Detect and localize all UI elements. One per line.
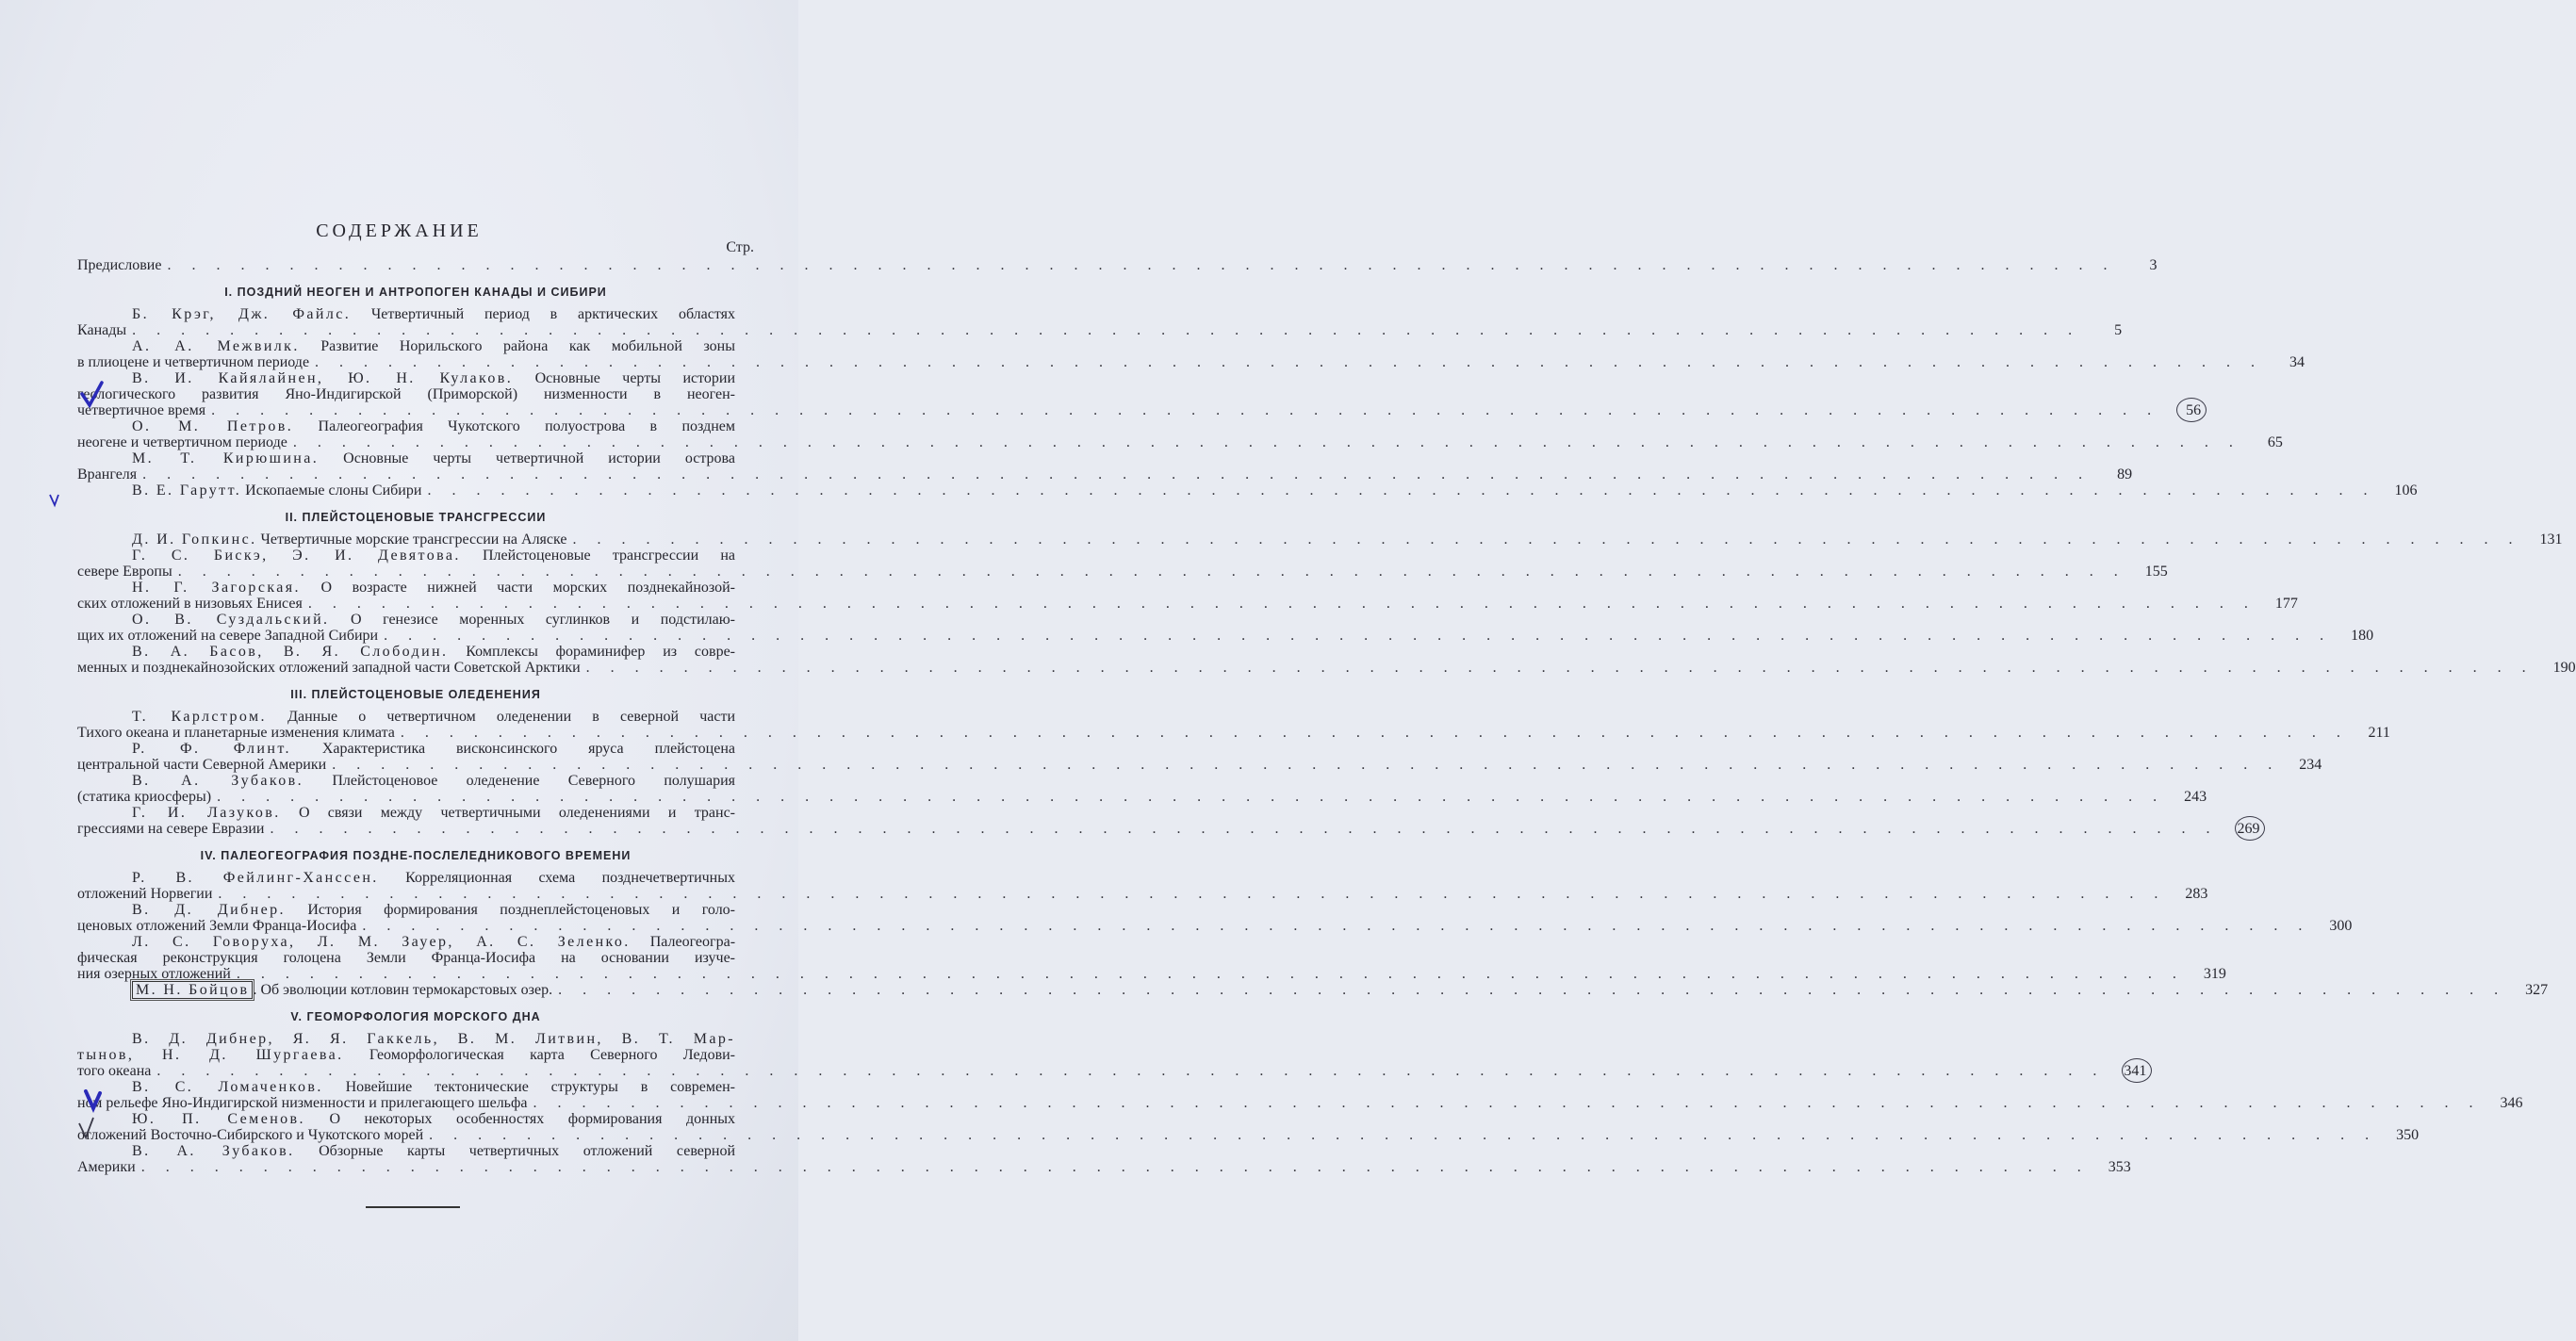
toc-line-last <box>77 1095 2523 1111</box>
entry-text <box>77 1095 527 1111</box>
toc-line <box>77 1079 754 1095</box>
leader-dots: . . . . . . . . . . . . . . . . . . . . . . . . . . . . . . . . . . . . . . . . . . . . . . . . . . . . . . . . . . . . . . . . . . . . . . . . . . . . . . . . <box>142 466 2092 482</box>
entry-title-line: грессиями на севере Евразии <box>77 821 265 837</box>
toc-line-last <box>77 660 2576 676</box>
leader-dots: . . . . . . . . . . . . . . . . . . . . . . . . . . . . . . . . . . . . . . . . . . . . . . . . . . . . . . . . . . . . . . . . . . . . . . . . . . . . . . . . <box>140 1159 2090 1175</box>
entry-author: В. Д. Дибнер. <box>132 902 286 918</box>
entry-text <box>77 1159 136 1175</box>
entry-author: Г. С. Бискэ, Э. И. Девятова. <box>132 548 461 564</box>
entry-author: тынов, Н. Д. Шургаева. <box>77 1047 344 1063</box>
toc-line <box>77 580 754 596</box>
section-heading: IV. ПАЛЕОГЕОГРАФИЯ ПОЗДНЕ-ПОСЛЕЛЕДНИКОВОГО ВРЕМЕНИ <box>200 849 632 862</box>
toc-line-last <box>77 596 2298 612</box>
page-number[interactable]: 327 <box>2525 982 2549 998</box>
page-number[interactable]: 211 <box>2368 725 2390 741</box>
toc-line-last <box>77 821 2260 837</box>
entry-title-line: Основные черты четвертичной истории острова <box>343 450 735 466</box>
toc-entry[interactable] <box>77 482 2418 499</box>
end-rule <box>366 1206 460 1208</box>
toc-line <box>77 1111 754 1127</box>
entry-author: Ю. П. Семенов. <box>132 1111 305 1127</box>
toc-line-last <box>77 1063 2147 1079</box>
entry-title-line: Ископаемые слоны Сибири <box>245 482 422 499</box>
toc-entry[interactable] <box>77 418 2283 450</box>
leader-dots: . . . . . . . . . . . . . . . . . . . . . . . . . . . . . . . . . . . . . . . . . . . . . . . . . . . . . . . . . . . . . . . . . . . . . . . . . . . . . . . . <box>156 1063 2106 1079</box>
entry-title-line: ния озерных отложений <box>77 966 231 982</box>
entry-title-line: ценовых отложений Земли Франца-Иосифа <box>77 918 357 934</box>
toc-entry-preface[interactable] <box>77 257 2158 273</box>
toc-entry[interactable] <box>77 338 2305 370</box>
toc-line-last <box>77 886 2208 902</box>
page-number[interactable]: 131 <box>2539 531 2563 548</box>
page-number[interactable]: 155 <box>2144 564 2168 580</box>
leader-dots: . . . . . . . . . . . . . . . . . . . . . . . . . . . . . . . . . . . . . . . . . . . . . . . . . . . . . . . . . . . . . . . . . . . . . . . . . . . . . . . . <box>217 789 2166 805</box>
section-heading: V. ГЕОМОРФОЛОГИЯ МОРСКОГО ДНА <box>290 1010 541 1023</box>
entry-title-line: Развитие Норильского района как мобильной зоны <box>320 338 735 354</box>
leader-dots: . . . . . . . . . . . . . . . . . . . . . . . . . . . . . . . . . . . . . . . . . . . . . . . . . . . . . . . . . . . . . . . . . . . . . . . . . . . . . . . . <box>315 354 2264 370</box>
entry-title-line: О генезисе моренных суглинков и подстилаю- <box>351 612 735 628</box>
entry-text <box>77 821 264 837</box>
entry-author: В. Е. Гарутт. <box>132 482 242 499</box>
page-number[interactable]: 5 <box>2114 322 2123 338</box>
entry-text <box>77 789 211 805</box>
leader-dots: . . . . . . . . . . . . . . . . . . . . . . . . . . . . . . . . . . . . . . . . . . . . . . . . . . . . . . . . . . . . . . . . . . . . . . . . . . . . . . . . <box>236 966 2185 982</box>
entry-title-line: центральной части Северной Америки <box>77 757 327 773</box>
leader-dots: . . . . . . . . . . . . . . . . . . . . . . . . . . . . . . . . . . . . . . . . . . . . . . . . . . . . . . . . . . . . . . . . . . . . . . . . . . . . . . . . <box>585 660 2535 676</box>
toc-entry[interactable] <box>77 709 2390 741</box>
entry-author: Л. С. Говоруха, Л. М. Зауер, А. С. Зеленко. <box>132 934 631 950</box>
page-number[interactable]: 300 <box>2329 918 2353 934</box>
table-of-contents <box>77 273 2576 1175</box>
entry-text <box>77 1063 151 1079</box>
leader-dots: . . . . . . . . . . . . . . . . . . . . . . . . . . . . . . . . . . . . . . . . . . . . . . . . . . . . . . . . . . . . . . . . . . . . . . . . . . . . . . . . <box>533 1095 2482 1111</box>
toc-entry[interactable] <box>77 580 2298 612</box>
page-number[interactable]: 283 <box>2185 886 2208 902</box>
toc-line-last <box>77 531 2563 548</box>
entry-title-line: О возрасте нижней части морских позднекайнозой- <box>320 580 736 596</box>
toc-line-last <box>77 482 2418 499</box>
leader-dots: . . . . . . . . . . . . . . . . . . . . . . . . . . . . . . . . . . . . . . . . . . . . . . . . . . . . . . . . . . . . . . . . . . . . . . . . . . . . . . . . <box>132 322 2081 338</box>
leader-dots: . . . . . . . . . . . . . . . . . . . . . . . . . . . . . . . . . . . . . . . . . . . . . . . . . . . . . . . . . . . . . . . . . . . . . . . . . . . . . . . . <box>427 482 2376 499</box>
page-number[interactable]: 353 <box>2108 1159 2131 1175</box>
entry-title-line: Четвертичные морские трансгрессии на Аляске <box>260 531 567 548</box>
entry-title-line: . Об эволюции котловин термокарстовых озер. <box>253 982 553 998</box>
entry-title-line: Характеристика висконсинского яруса плейстоцена <box>321 741 735 757</box>
section-heading: I. ПОЗДНИЙ НЕОГЕН И АНТРОПОГЕН КАНАДЫ И СИБИРИ <box>224 286 607 299</box>
entry-author: Н. Г. Загорская. <box>132 580 301 596</box>
entry-text <box>77 1127 423 1143</box>
page-number[interactable]: 269 <box>2218 821 2259 837</box>
toc-line <box>77 709 754 725</box>
entry-title-line: О связи между четвертичными оледенениями и транс- <box>298 805 736 821</box>
entry-title-line: Канады <box>77 322 127 338</box>
toc-line-last <box>77 434 2283 450</box>
entry-text <box>77 322 126 338</box>
toc-line <box>77 418 754 434</box>
entry-title-line: Палеогеография Чукотского полуострова в позднем <box>318 418 736 434</box>
toc-entry[interactable] <box>77 982 2549 998</box>
entry-text <box>77 354 309 370</box>
entry-title-line: Плейстоценовое оледенение Северного полушария <box>332 773 736 789</box>
toc-line-last <box>77 564 2168 580</box>
toc-line <box>77 306 754 322</box>
toc-line <box>77 450 754 466</box>
toc-entry[interactable] <box>77 1079 2523 1111</box>
page-number[interactable]: 3 <box>2149 257 2158 273</box>
entry-author: Т. Карлстром. <box>132 709 267 725</box>
entry-author: А. А. Межвилк. <box>132 338 300 354</box>
entry-title-line: севере Европы <box>77 564 172 580</box>
entry-title-line: щих их отложений на севере Западной Сибири <box>77 628 379 644</box>
entry-title-line: Тихого океана и планетарные изменения климата <box>77 725 395 741</box>
entry-author: В. А. Басов, В. Я. Слободин. <box>132 644 449 660</box>
toc-line-last <box>77 1127 2420 1143</box>
entry-text <box>132 531 567 548</box>
page-title: СОДЕРЖАНИЕ <box>316 221 483 241</box>
toc-line <box>77 370 754 386</box>
toc-line <box>77 950 754 966</box>
page-number[interactable]: 56 <box>2159 402 2201 418</box>
leader-dots: . . . . . . . . . . . . . . . . . . . . . . . . . . . . . . . . . . . . . . . . . . . . . . . . . . . . . . . . . . . . . . . . . . . . . . . . . . . . . . . . <box>218 886 2167 902</box>
entry-author: В. А. Зубаков. <box>132 1143 295 1159</box>
entry-title-line: геологического развития Яно-Индигирской (Приморской) низменности в неоген- <box>77 386 735 402</box>
entry-author: Б. Крэг, Дж. Файлс. <box>132 306 352 322</box>
entry-title-line: Обзорные карты четвертичных отложений северной <box>319 1143 736 1159</box>
toc-line-last <box>77 757 2322 773</box>
toc-entry[interactable] <box>77 548 2168 580</box>
toc-entry[interactable] <box>77 773 2207 805</box>
page-number[interactable]: 190 <box>2552 660 2576 676</box>
entry-author: Д. И. Гопкинс. <box>132 531 257 548</box>
page-number[interactable]: 65 <box>2267 434 2283 450</box>
toc-line <box>77 805 754 821</box>
entry-text <box>132 482 421 499</box>
entry-author: В. Д. Дибнер, Я. Я. Гаккель, В. М. Литвин, В. Т. Мар- <box>132 1031 735 1047</box>
toc-entry[interactable] <box>77 644 2576 676</box>
entry-title-line: Комплексы фораминифер из совре- <box>466 644 735 660</box>
toc-line <box>77 1143 754 1159</box>
entry-text <box>77 402 205 418</box>
entry-title-line: Четвертичный период в арктических областях <box>370 306 736 322</box>
toc-line-last <box>77 918 2353 934</box>
leader-dots: . . . . . . . . . . . . . . . . . . . . . . . . . . . . . . . . . . . . . . . . . . . . . . . . . . . . . . . . . . . . . . . . . . . . . . . . . . . . . . . . <box>384 628 2333 644</box>
leader-dots: . . . . . . . . . . . . . . . . . . . . . . . . . . . . . . . . . . . . . . . . . . . . . . . . . . . . . . . . . . . . . . . . . . . . . . . . . . . . . . . . <box>270 821 2219 837</box>
entry-text <box>132 982 552 998</box>
entry-author: М. Н. Бойцов <box>132 981 253 999</box>
toc-entry[interactable] <box>77 370 2202 418</box>
toc-entry[interactable] <box>77 805 2260 837</box>
toc-line-last <box>77 789 2207 805</box>
entry-author: О. В. Суздальский. <box>132 612 330 628</box>
toc-line <box>77 934 754 950</box>
leader-dots: . . . . . . . . . . . . . . . . . . . . . . . . . . . . . . . . . . . . . . . . . . . . . . . . . . . . . . . . . . . . . . . . . . . . . . . . . . . . . . . . <box>167 257 2116 273</box>
section-heading: III. ПЛЕЙСТОЦЕНОВЫЕ ОЛЕДЕНЕНИЯ <box>290 688 541 701</box>
entry-author: М. Т. Кирюшина. <box>132 450 320 466</box>
toc-line <box>77 741 754 757</box>
toc-line <box>77 1047 754 1063</box>
entry-title-line: менных и позднекайнозойских отложений западной части Советской Арктики <box>77 660 581 676</box>
entry-title-line: неогене и четвертичном периоде <box>77 434 287 450</box>
page-number[interactable]: 341 <box>2105 1063 2146 1079</box>
toc-entry[interactable] <box>77 612 2374 644</box>
toc-entry[interactable] <box>77 450 2133 482</box>
toc-line-last <box>77 322 2123 338</box>
toc-line <box>77 548 754 564</box>
entry-author: Р. Ф. Флинт. <box>132 741 291 757</box>
entry-text <box>77 918 356 934</box>
entry-text <box>77 966 231 982</box>
toc-line <box>77 338 754 354</box>
page-number[interactable]: 180 <box>2351 628 2374 644</box>
toc-line <box>77 870 754 886</box>
toc-line-last <box>77 466 2133 482</box>
page-number[interactable]: 243 <box>2184 789 2207 805</box>
leader-dots: . . . . . . . . . . . . . . . . . . . . . . . . . . . . . . . . . . . . . . . . . . . . . . . . . . . . . . . . . . . . . . . . . . . . . . . . . . . . . . . . <box>211 402 2160 418</box>
entry-title-line: Палеогеогра- <box>649 934 736 950</box>
entry-author: Г. И. Лазуков. <box>132 805 281 821</box>
entry-title-line: Новейшие тектонические структуры в современ- <box>345 1079 735 1095</box>
toc-line-last <box>77 1159 2131 1175</box>
leader-dots: . . . . . . . . . . . . . . . . . . . . . . . . . . . . . . . . . . . . . . . . . . . . . . . . . . . . . . . . . . . . . . . . . . . . . . . . . . . . . . . . <box>558 982 2507 998</box>
entry-author: Р. В. Фейлинг-Ханссен. <box>132 870 379 886</box>
checkmark-icon <box>50 495 58 505</box>
leader-dots: . . . . . . . . . . . . . . . . . . . . . . . . . . . . . . . . . . . . . . . . . . . . . . . . . . . . . . . . . . . . . . . . . . . . . . . . . . . . . . . . <box>362 918 2311 934</box>
page-number[interactable]: 34 <box>2289 354 2305 370</box>
entry-title-line: Основные черты истории <box>534 370 736 386</box>
toc-line <box>77 902 754 918</box>
entry-title-line: в плиоцене и четвертичном периоде <box>77 354 310 370</box>
entry-title-line: Плейстоценовые трансгрессии на <box>482 548 736 564</box>
entry-title-line: (статика криосферы) <box>77 789 212 805</box>
leader-dots: . . . . . . . . . . . . . . . . . . . . . . . . . . . . . . . . . . . . . . . . . . . . . . . . . . . . . . . . . . . . . . . . . . . . . . . . . . . . . . . . <box>429 1127 2378 1143</box>
entry-title-line: Данные о четвертичном оледенении в северной части <box>287 709 735 725</box>
toc-entry[interactable] <box>77 1031 2147 1079</box>
toc-line-last <box>77 966 2226 982</box>
toc-entry[interactable] <box>77 934 2226 982</box>
toc-line-last <box>77 628 2374 644</box>
entry-text <box>77 564 172 580</box>
page-number[interactable]: 177 <box>2274 596 2298 612</box>
toc-entry[interactable] <box>77 741 2322 773</box>
toc-line <box>77 773 754 789</box>
entry-author: В. И. Кайялайнен, Ю. Н. Кулаков. <box>132 370 514 386</box>
entry-text <box>77 596 303 612</box>
entry-author: В. С. Ломаченков. <box>132 1079 323 1095</box>
entry-title-line: четвертичное время <box>77 402 206 418</box>
entry-text <box>77 725 395 741</box>
entry-text <box>77 660 581 676</box>
page-number[interactable]: 106 <box>2394 482 2418 499</box>
preface-label: Предисловие <box>77 257 162 273</box>
entry-text <box>77 757 326 773</box>
page-number[interactable]: 319 <box>2203 966 2226 982</box>
toc-line <box>77 612 754 628</box>
entry-title-line: Геоморфологическая карта Северного Ледови- <box>369 1047 736 1063</box>
toc-line <box>77 1031 754 1047</box>
leader-dots: . . . . . . . . . . . . . . . . . . . . . . . . . . . . . . . . . . . . . . . . . . . . . . . . . . . . . . . . . . . . . . . . . . . . . . . . . . . . . . . . <box>572 531 2521 548</box>
entry-title-line: Америки <box>77 1159 136 1175</box>
page-column-label: Стр. <box>726 239 754 255</box>
leader-dots: . . . . . . . . . . . . . . . . . . . . . . . . . . . . . . . . . . . . . . . . . . . . . . . . . . . . . . . . . . . . . . . . . . . . . . . . . . . . . . . . <box>177 564 2126 580</box>
entry-title-line: ном рельефе Яно-Индигирской низменности и прилегающего шельфа <box>77 1095 528 1111</box>
entry-title-line: История формирования позднеплейстоценовых и голо- <box>307 902 736 918</box>
toc-line-last <box>77 402 2202 418</box>
entry-title-line: отложений Восточно-Сибирского и Чукотского морей <box>77 1127 424 1143</box>
toc-line <box>77 644 754 660</box>
entry-title-line: О некоторых особенностях формирования донных <box>329 1111 736 1127</box>
page-number[interactable]: 350 <box>2396 1127 2420 1143</box>
entry-author: О. М. Петров. <box>132 418 294 434</box>
entry-title-line: того океана <box>77 1063 152 1079</box>
toc-entry[interactable] <box>77 1143 2131 1175</box>
leader-dots: . . . . . . . . . . . . . . . . . . . . . . . . . . . . . . . . . . . . . . . . . . . . . . . . . . . . . . . . . . . . . . . . . . . . . . . . . . . . . . . . <box>307 596 2256 612</box>
leader-dots: . . . . . . . . . . . . . . . . . . . . . . . . . . . . . . . . . . . . . . . . . . . . . . . . . . . . . . . . . . . . . . . . . . . . . . . . . . . . . . . . <box>400 725 2349 741</box>
page-number[interactable]: 89 <box>2117 466 2133 482</box>
entry-title-line: ских отложений в низовьях Енисея <box>77 596 303 612</box>
toc-line-last <box>77 725 2390 741</box>
toc-line <box>77 386 754 402</box>
page-number[interactable]: 346 <box>2500 1095 2523 1111</box>
entry-title-line: фическая реконструкция голоцена Земли Франца-Иосифа на основании изуче- <box>77 950 735 966</box>
page-number[interactable]: 234 <box>2299 757 2322 773</box>
entry-title-line: отложений Норвегии <box>77 886 213 902</box>
toc-entry[interactable] <box>77 870 2208 902</box>
section-heading: II. ПЛЕЙСТОЦЕНОВЫЕ ТРАНСГРЕССИИ <box>285 511 547 524</box>
toc-entry[interactable] <box>77 902 2353 934</box>
entry-author: В. А. Зубаков. <box>132 773 304 789</box>
toc-line-last <box>77 354 2305 370</box>
entry-text <box>77 466 137 482</box>
leader-dots: . . . . . . . . . . . . . . . . . . . . . . . . . . . . . . . . . . . . . . . . . . . . . . . . . . . . . . . . . . . . . . . . . . . . . . . . . . . . . . . . <box>292 434 2241 450</box>
entry-text <box>77 886 212 902</box>
toc-entry[interactable] <box>77 1111 2420 1143</box>
entry-title-line: Врангеля <box>77 466 138 482</box>
entry-text <box>77 628 378 644</box>
toc-entry[interactable] <box>77 531 2563 548</box>
leader-dots: . . . . . . . . . . . . . . . . . . . . . . . . . . . . . . . . . . . . . . . . . . . . . . . . . . . . . . . . . . . . . . . . . . . . . . . . . . . . . . . . <box>332 757 2281 773</box>
entry-text <box>77 434 287 450</box>
toc-entry[interactable] <box>77 306 2123 338</box>
entry-title-line: Корреляционная схема позднечетвертичных <box>405 870 735 886</box>
toc-line-last <box>77 982 2549 998</box>
